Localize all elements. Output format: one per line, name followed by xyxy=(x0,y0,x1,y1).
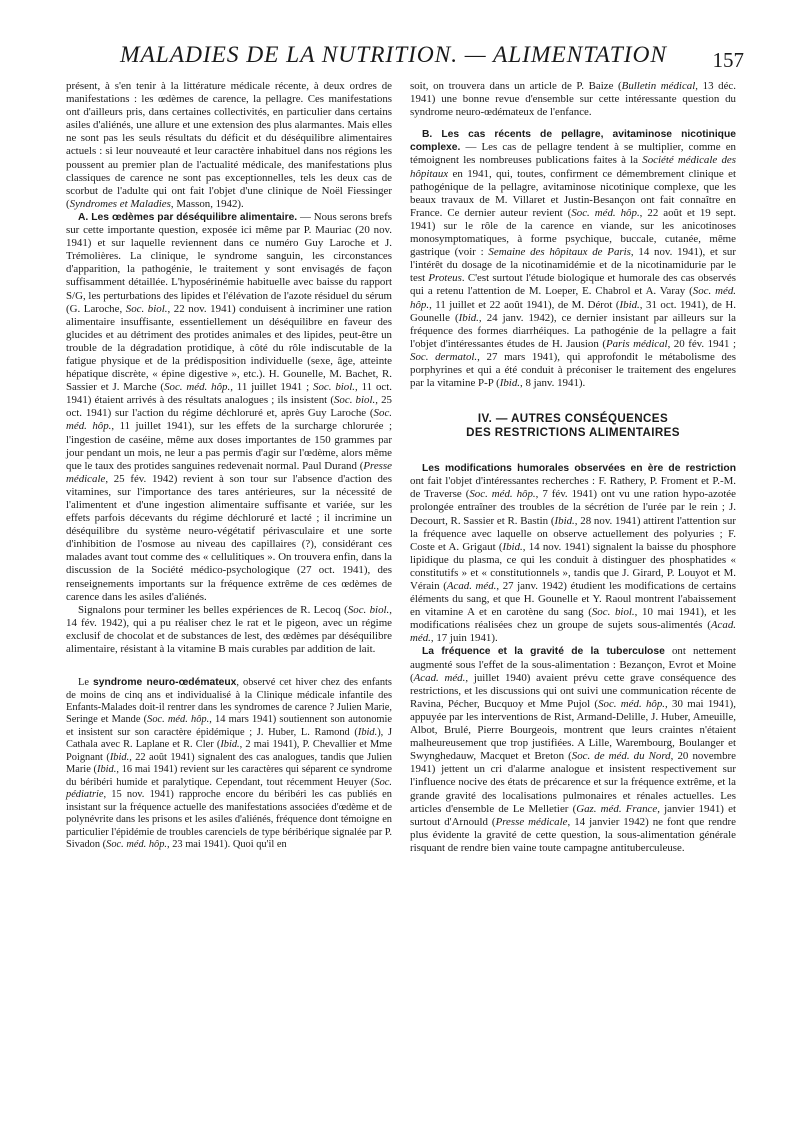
paragraph-neuro-oedemateux: Le syndrome neuro-œdémateux, observé cet hiver chez des enfants de moins de cinq ans et individualisé à la Clinique médicale infantile des Enfants-Malades doit-il rentrer dans les syndromes de carence ? Julien Marie, Seringe et Mande (Soc. méd. hôp., 14 mars 1941) soutiennent son autonomie et insistent sur son caractère épidémique ; J. Huber, L. Ramond (Ibid.), J Cathala avec R. Laplane et R. Cler (Ibid., 2 mai 1941), P. Chevallier et Mme Poignant (Ibid., 22 août 1941) signalent des cas analogues, tandis que Julien Marie (Ibid., 16 mai 1941) revient sur les caractères qui séparent ce syndrome du béribéri humide et paralytique. Cependant, tout récemment Heuyer (Soc. pédiatrie, 15 nov. 1941) rapproche encore du béribéri les cas publiés en insistant sur la fréquence actuelle des manifestations associées d'œdème et de polynévrite dans les prisons et les asiles d'aliénés, fréquence dont témoigne en particulier l'épidémie de troubles carenciels de type béribérique signalée par P. Sivadon (Soc. méd. hôp., 23 mai 1941). Quoi qu'il en xyxy=(66,677,392,851)
running-title: MALADIES DE LA NUTRITION. — ALIMENTATION xyxy=(120,42,667,68)
page-header xyxy=(62,40,742,80)
page-number: 157 xyxy=(712,48,744,72)
section-iv-heading xyxy=(410,412,736,440)
right-column xyxy=(410,80,736,855)
paragraph-lecoq: Signalons pour terminer les belles expériences de R. Lecoq (Soc. biol., 14 fév. 1942), qui a pu réaliser chez le rat et le pigeon, avec un régime exclusif de chocolat et de substances de lest, des œdèmes par déséquilibre alimentaire, résistant à la vitamine B mais curables par addition de lait. xyxy=(66,603,392,656)
modifications-humorales-heading: Les modifications humorales observées en ère de restriction xyxy=(422,463,736,475)
paragraph-modifications-humorales: Les modifications humorales observées en ère de restriction ont fait l'objet d'intéressantes recherches : F. Rathery, P. Froment et P.-M. de Traverse (Soc. méd. hôp., 7 fév. 1941) ont vu une ration hypo-azotée prolongée entraîner des troubles de la sécrétion de l'urée par le rein ; J. Decourt, R. Sassier et R. Bastin (Ibid., 28 nov. 1941) attirent l'attention sur la fréquence avec laquelle on observe actuellement des polyuries ; F. Coste et A. Grigaut (Ibid., 14 nov. 1941) signalent la baisse du phosphore lipidique du plasma, ce qui les conduit à distinguer des phosphatides « constitutifs » et « constitutionnels », tandis que J. Girard, P. Louyot et M. Vérain (Acad. méd., 27 janv. 1942) étudient les modifications de certains éléments du sang, et que H. Gounelle et Y. Raoul montrent l'abaissement en vitamine A et en carotène du sang (Soc. biol., 10 mai 1941), et les modifications réalisées chez un groupe de sujets sous-alimentés (Acad. méd., 17 juin 1941). xyxy=(410,463,736,645)
tuberculose-heading: La fréquence et la gravité de la tuberculose xyxy=(422,646,665,658)
paragraph-introduction: présent, à s'en tenir à la littérature médicale récente, à deux ordres de manifestations : les œdèmes de carence, la pellagre. Ces manifestations ont d'ailleurs pris, dans certaines collectivités, en particulier dans certains asiles d'aliénés, une allure et une extension des plus alarmantes. Mais elles ne sont pas les seuls résultats du déficit et du déséquilibre alimentaires actuels : si leur nouveauté et leur caractère inhabituel dans nos régions les poussent au premier plan de l'actualité médicale, des manifestations plus classiques de carence ne sont pas exceptionnelles, tels les deux cas de scorbut de l'adulte qui ont fait l'objet d'une clinique de Noël Fiessinger (Syndromes et Maladies, Masson, 1942). xyxy=(66,80,392,210)
neuro-oedemateux-heading: syndrome neuro-œdémateux xyxy=(93,677,237,689)
paragraph-tuberculose: La fréquence et la gravité de la tuberculose ont nettement augmenté sous l'effet de la sous-alimentation : Bezançon, Evrot et Moine (Acad. méd., juillet 1940) avaient prévu cette grave conséquence des restrictions, et les discussions qui ont suivi une communication récente de Ravina, Pécher, Bucquoy et Mme Pujol (Soc. méd. hôp., 30 mai 1941), appuyée par les interventions de Rist, Armand-Delille, J. Huber, Ameuille, Albot, Brulé, Pierre Bourgeois, montrent que leurs craintes n'étaient malheureusement que trop justifiées. A Lille, Warembourg, Boulanger et Swynghedauw, Macquet et Breton (Soc. de méd. du Nord, 20 novembre 1941) jettent un cri d'alarme analogue et insistent respectivement sur l'influence nocive des états de précarence et sur la fréquence extrême, et la grande gravité des localisations pulmonaires et rénales actuelles. Les articles d'ensemble de Le Melletier (Gaz. méd. France, janvier 1941) et surtout d'Arnould (Presse médicale, 14 janvier 1942) ne font que rendre plus évidente la gravité de cette question, la sous-alimentation générale risquant de rendre bien vaine toute campagne antituberculeuse. xyxy=(410,645,737,854)
paragraph-baize: soit, on trouvera dans un article de P. Baize (Bulletin médical, 13 déc. 1941) une bonne revue d'ensemble sur cette intéressante question du syndrome neuro-œdémateux de l'enfance. xyxy=(410,80,736,119)
section-b-heading: B. Les cas récents de pellagre, avitaminose nicotinique complexe. xyxy=(410,129,736,154)
left-column xyxy=(66,80,392,851)
section-iv-heading-line2: DES RESTRICTIONS ALIMENTAIRES xyxy=(466,426,680,440)
paragraph-pellagre: B. Les cas récents de pellagre, avitaminose nicotinique complexe. — Les cas de pellagre tendent à se multiplier, comme en témoignent les nombreuses publications faites à la Société médicale des hôpitaux en 1941, qui, toutes, confirment ce démembrement clinique et pathogénique de la pellagre, avitaminose nicotinique complexe, que les beaux travaux de M. Villaret et Justin-Besançon ont fait connaître en France. Ce dernier auteur revient (Soc. méd. hôp., 22 août et 19 sept. 1941) sur le rôle de la carence en viande, sur les anicotinoses monosymptomatiques, à forme psychique, buccale, cutanée, même gastrique (voir : Semaine des hôpitaux de Paris, 14 nov. 1941), et sur l'intérêt du dosage de la nicotinamidémie et de la nicotinamidurie par le test Proteus. C'est surtout l'étude biologique et humorale des cas observés qui a retenu l'attention de M. Loeper, E. Chabrol et A. Varay (Soc. méd. hôp., 11 juillet et 22 août 1941), de M. Dérot (Ibid., 31 oct. 1941), de H. Gounelle (Ibid., 24 janv. 1942), ce dernier insistant par ailleurs sur la fréquence des formes diarrhéiques. La pathogénie de la pellagre a fait l'objet d'intéressantes études de H. Jausion (Paris médical, 20 fév. 1941 ; Soc. dermatol., 27 mars 1941), qui approfondit le métabolisme des porphyrines et qui a été conduit à préconiser le traitement des engelures par la vitamine P-P (Ibid., 8 janv. 1941). xyxy=(410,129,737,390)
paragraph-oedemes: A. Les œdèmes par déséquilibre alimentaire. — Nous serons brefs sur cette importante question, exposée ici même par P. Mauriac (20 nov. 1941) et sur laquelle reviennent dans ce numéro Guy Laroche et J. Trémolières. La clinique, le syndrome sanguin, les circonstances d'apparition, la pathogénie, le traitement y sont envisagés de façon suffisamment détaillée. L'hyposérinémie habituelle avec baisse du rapport S/G, les perturbations des lipides et l'élévation de l'azote résiduel du sérum (G. Laroche, Soc. biol., 22 nov. 1941) conduisent à incriminer une ration alimentaire insuffisante, essentiellement un déséquilibre en faveur des glucides et au détriment des protides animales et des lipides, peut-être un trouble de la dégradation protidique, à côté du rôle indiscutable de la fatigue physique et de la prédisposition individuelle (sexe, âge, atteinte hépatique discrète, « épine digestive », etc.). H. Gounelle, M. Bachet, R. Sassier et J. Marche (Soc. méd. hôp., 11 juillet 1941 ; Soc. biol., 11 oct. 1941) étaient arrivés à des résultats analogues ; ils insistent (Soc. biol., 25 oct. 1941) sur l'action du régime déchloruré et, après Guy Laroche (Soc. méd. hôp., 11 juillet 1941), sur les effets de la surcharge chlorurée ; l'ingestion de caséine, même aux doses importantes de 150 grammes par jour pendant un mois, ne leur a pas permis d'agir sur l'œdème, alors même que le taux des protides sanguines redevenait normal. Paul Durand (Presse médicale, 25 fév. 1942) revient à son tour sur l'absence d'action des vitamines, sur l'importance des tares antérieures, sur la nécessité de l'alimentent et d'une ingestion alimentaire suffisante et variée, sur les effets parfois décevants du régime déchloruré et lacté ; il incrimine un déséquilibre du système neuro-végétatif périvasculaire et une sorte d'inhibition de l'osmose au niveau des capillaires (?), considérant ces malades avant tout comme des « cellulitiques ». On trouvera enfin, dans la discussion de la Société médico-psychologique (27 oct. 1941), des renseignements importants sur la fréquence extrême de ces œdèmes de carence dans les asiles d'aliénés. xyxy=(66,210,392,603)
section-iv-heading-line1: IV. — AUTRES CONSÉQUENCES xyxy=(477,412,669,426)
section-a-heading: A. Les œdèmes par déséquilibre alimentaire. xyxy=(78,211,298,223)
